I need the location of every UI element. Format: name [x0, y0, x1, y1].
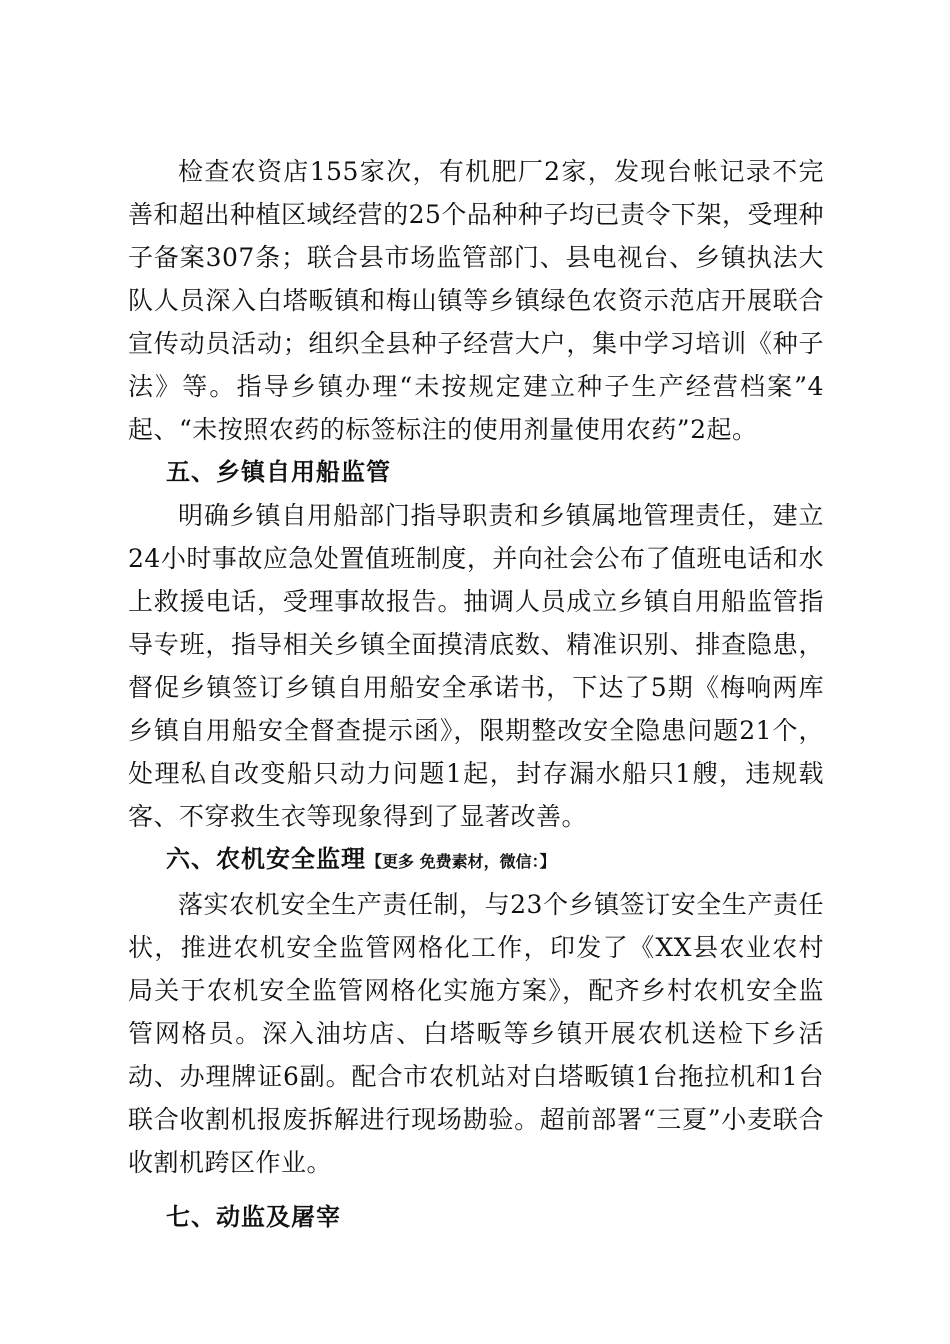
paragraph-farm-machinery: 落实农机安全生产责任制，与23个乡镇签订安全生产责任状，推进农机安全监管网格化工作，印发了《XX县农业农村局关于农机安全监管网格化实施方案》，配齐乡村农机安全监管网格员。深入油坊店、白塔畈等乡镇开展农机送检下乡活动、办理牌证6副。配合市农机站对白塔畈镇1台拖拉机和1台联合收割机报废拆解进行现场勘验。超前部署“三夏”小麦联合收割机跨区作业。 [128, 890, 824, 1177]
section-heading-6 [128, 838, 824, 883]
section-heading-5: 五、乡镇自用船监管 [166, 458, 391, 486]
paragraph-boat-supervision: 明确乡镇自用船部门指导职责和乡镇属地管理责任，建立24小时事故应急处置值班制度，并向社会公布了值班电话和水上救援电话，受理事故报告。抽调人员成立乡镇自用船监管指导专班，指导相关乡镇全面摸清底数、精准识别、排查隐患，督促乡镇签订乡镇自用船安全承诺书，下达了5期《梅响两库乡镇自用船安全督查提示函》，限期整改安全隐患问题21个，处理私自改变船只动力问题1起，封存漏水船只1艘，违规载客、不穿救生衣等现象得到了显著改善。 [128, 501, 824, 831]
document-body [128, 150, 824, 1239]
section-heading-7: 七、动监及屠宰 [166, 1203, 341, 1231]
promo-note: 【更多 免费素材，微信：】 [366, 852, 556, 871]
section-heading-6-title: 六、农机安全监理 [166, 845, 366, 873]
paragraph-agri-inspection: 检查农资店155家次，有机肥厂2家，发现台帐记录不完善和超出种植区域经营的25个品种种子均已责令下架，受理种子备案307条；联合县市场监管部门、县电视台、乡镇执法大队人员深入白塔畈镇和梅山镇等乡镇绿色农资示范店开展联合宣传动员活动；组织全县种子经营大户，集中学习培训《种子法》等。指导乡镇办理“未按规定建立种子生产经营档案”4起、“未按照农药的标签标注的使用剂量使用农药”2起。 [128, 157, 824, 444]
